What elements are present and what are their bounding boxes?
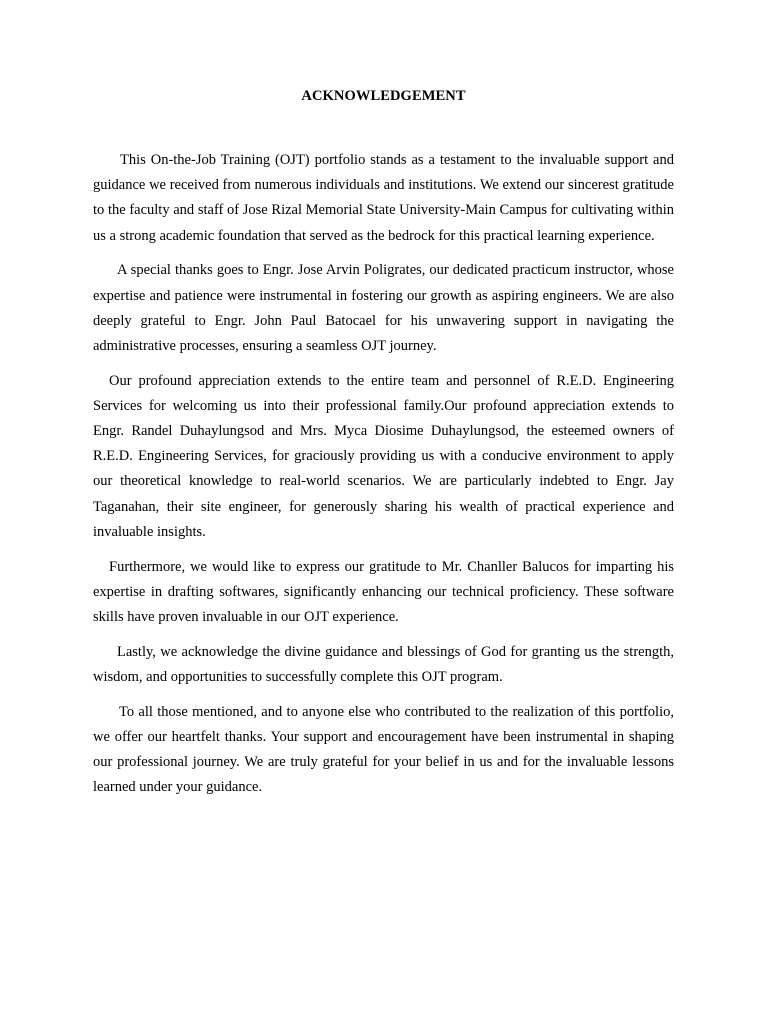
paragraph-god: Lastly, we acknowledge the divine guidance and blessings of God for granting us the strength, wisdom, and opportunities to successfully complete this OJT program. [93, 643, 674, 685]
paragraph-instructors: A special thanks goes to Engr. Jose Arvin Poligrates, our dedicated practicum instructor, whose expertise and patience were instrumental in fostering our growth as aspiring engineers. We are also deeply grateful to Engr. John Paul Batocael for his unwavering support in navigating the administrative processes, ensuring a seamless OJT journey. [93, 262, 674, 354]
paragraph-intro: This On-the-Job Training (OJT) portfolio stands as a testament to the invaluable support and guidance we received from numerous individuals and institutions. We extend our sincerest gratitude to the faculty and staff of Jose Rizal Memorial State University-Main Campus for cultivating within us a strong academic foundation that served as the bedrock for this practical learning experience. [93, 152, 674, 244]
page-title: ACKNOWLEDGEMENT [301, 88, 466, 104]
document-body [93, 86, 674, 810]
paragraph-closing: To all those mentioned, and to anyone else who contributed to the realization of this portfolio, we offer our heartfelt thanks. Your support and encouragement have been instrumental in shaping our professional journey. We are truly grateful for your belief in us and for the invaluable lessons learned under your guidance. [93, 703, 674, 796]
paragraph-company: Our profound appreciation extends to the entire team and personnel of R.E.D. Engineering Services for welcoming us into their professional family.Our profound appreciation extends to Engr. Randel Duhaylungsod and Mrs. Myca Diosime Duhaylungsod, the esteemed owners of R.E.D. Engineering Services, for graciously providing us with a conducive environment to apply our theoretical knowledge to real-world scenarios. We are particularly indebted to Engr. Jay Taganahan, their site engineer, for generously sharing his wealth of practical experience and invaluable insights. [93, 372, 674, 540]
paragraph-software: Furthermore, we would like to express our gratitude to Mr. Chanller Balucos for imparting his expertise in drafting softwares, significantly enhancing our technical proficiency. These software skills have proven invaluable in our OJT experience. [93, 558, 674, 625]
